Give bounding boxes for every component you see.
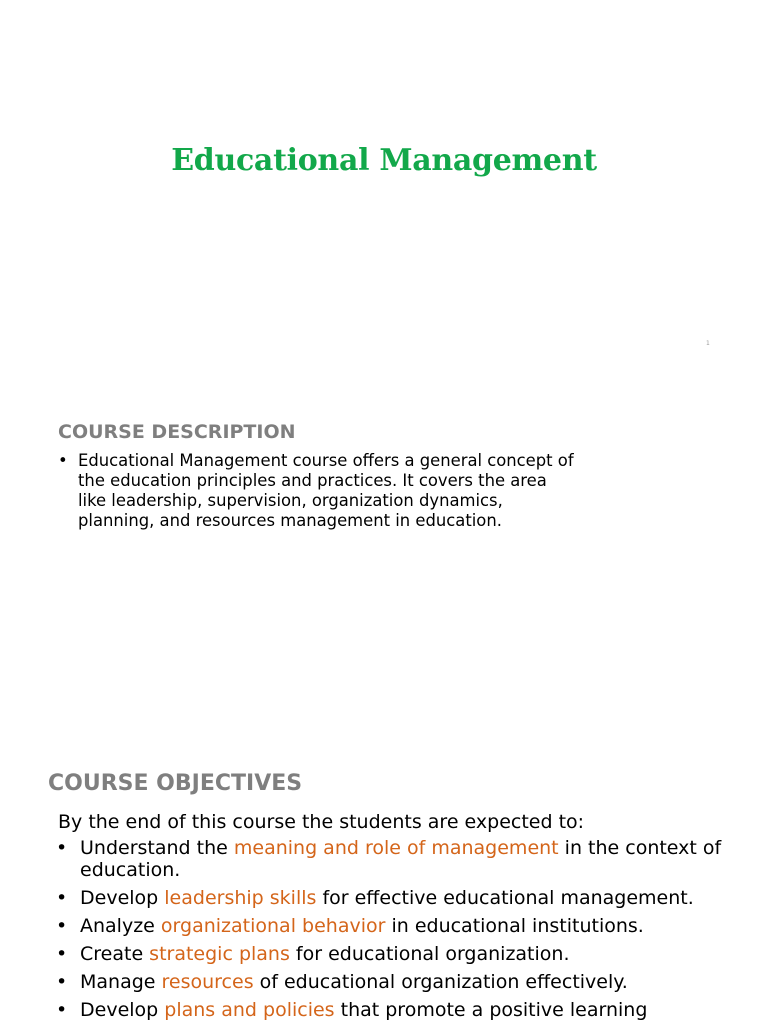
objective-text: for educational organization. <box>289 942 570 965</box>
bullet-icon: • <box>56 942 68 965</box>
objective-text: Manage <box>80 970 162 993</box>
list-item <box>56 972 746 994</box>
bullet-icon: • <box>56 914 68 937</box>
objective-text: that promote a positive learning <box>334 998 648 1021</box>
objective-text: in educational institutions. <box>385 914 644 937</box>
objective-highlight: strategic plans <box>149 942 290 965</box>
list-item-text: Educational Management course offers a general concept of the education principles and practices. It covers the area like leadership, supervision, organization dynamics, planning, and resources management in education. <box>78 451 574 530</box>
objective-text: for effective educational management. <box>316 886 694 909</box>
page-number: 1 <box>706 340 710 347</box>
objective-highlight: resources <box>161 970 254 993</box>
course-objectives-slide <box>0 760 768 1024</box>
course-description-slide <box>0 410 768 730</box>
list-item <box>56 838 746 881</box>
list-item <box>56 888 746 910</box>
objective-text: Understand the <box>80 837 234 859</box>
course-description-heading: COURSE DESCRIPTION <box>58 421 296 443</box>
list-item <box>58 451 578 531</box>
objective-text: Create <box>80 942 150 965</box>
objective-highlight: leadership skills <box>164 886 317 909</box>
bullet-icon: • <box>58 451 68 470</box>
bullet-icon: • <box>56 837 68 859</box>
objective-highlight: organizational behavior <box>160 914 386 937</box>
course-objectives-heading: COURSE OBJECTIVES <box>48 771 303 796</box>
objective-text: Analyze <box>80 914 161 937</box>
objective-text: in the context of education. <box>80 837 722 881</box>
objectives-list <box>56 838 746 1028</box>
bullet-icon: • <box>56 998 68 1021</box>
bullet-icon: • <box>56 886 68 909</box>
list-item <box>56 1000 746 1022</box>
objective-text: Develop <box>80 998 165 1021</box>
objective-highlight: meaning and role of management <box>233 837 559 859</box>
bullet-icon: • <box>56 970 68 993</box>
objective-text: Develop <box>80 886 165 909</box>
list-item <box>56 916 746 938</box>
objectives-intro: By the end of this course the students are expected to: <box>58 811 585 833</box>
course-description-list <box>58 451 578 531</box>
objective-text: of educational organization effectively. <box>253 970 628 993</box>
title-slide <box>0 0 768 400</box>
slide-title: Educational Management <box>171 143 597 178</box>
list-item <box>56 944 746 966</box>
objective-highlight: plans and policies <box>164 998 335 1021</box>
